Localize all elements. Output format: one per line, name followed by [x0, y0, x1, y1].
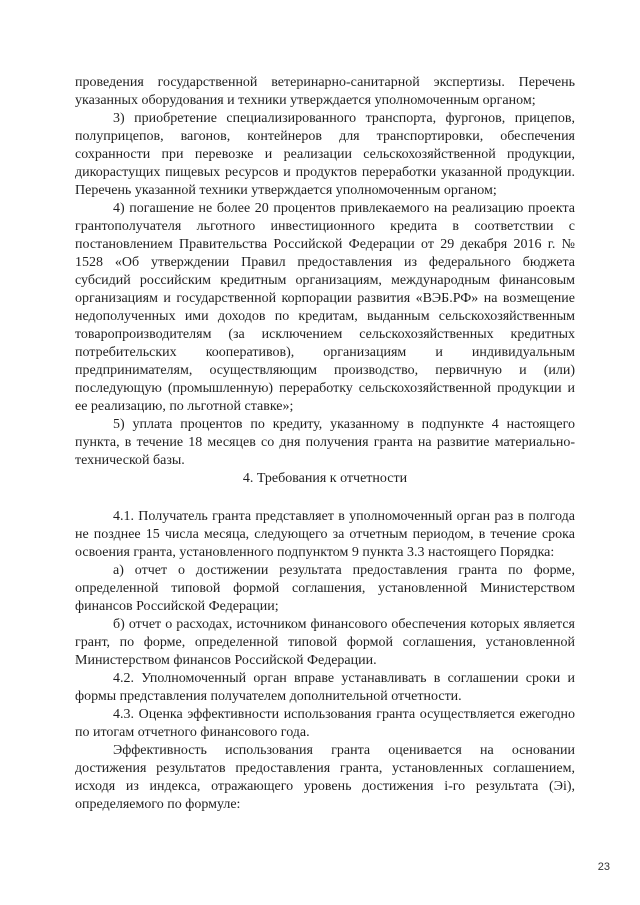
paragraph-efficiency: Эффективность использования гранта оценивается на основании достижения результатов предоставления гранта, установленных соглашением, исходя из индекса, отражающего уровень достижения i-го результата (Эi), определяемого по формуле: [75, 743, 575, 812]
paragraph-continuation: проведения государственной ветеринарно-санитарной экспертизы. Перечень указанных оборудования и техники утверждается уполномоченным органом; [75, 75, 575, 108]
paragraph-item-5: 5) уплата процентов по кредиту, указанному в подпункте 4 настоящего пункта, в течение 18 месяцев со дня получения гранта на развитие материально-технической базы. [75, 417, 575, 468]
paragraph-4-2: 4.2. Уполномоченный орган вправе устанавливать в соглашении сроки и формы представления получателем дополнительной отчетности. [75, 671, 575, 704]
paragraph-4-3: 4.3. Оценка эффективности использования гранта осуществляется ежегодно по итогам отчетного финансового года. [75, 707, 575, 740]
paragraph-4-1: 4.1. Получатель гранта представляет в уполномоченный орган раз в полгода не позднее 15 числа месяца, следующего за отчетным периодом, в течение срока освоения гранта, установленного подпунктом 9 пункта 3.3 настоящего Порядка: [75, 509, 575, 560]
paragraph-item-4: 4) погашение не более 20 процентов привлекаемого на реализацию проекта грантополучателя льготного инвестиционного кредита в соответствии с постановлением Правительства Российской Федерации от 29 декабря 2016 г. № 1528 «Об утверждении Правил предоставления из федерального бюджета субсидий российским кредитным организациям, международным финансовым организациям и государственной корпорации развития «ВЭБ.РФ» на возмещение недополученных ими доходов по кредитам, выданным сельскохозяйственным товаропроизводителям (за исключением сельскохозяйственных кредитных потребительских кооперативов), организациям и индивидуальным предпринимателям, осуществляющим производство, первичную и (или) последующую (промышленную) переработку сельскохозяйственной продукции и ее реализацию, по льготной ставке»; [75, 201, 575, 414]
paragraph-item-3: 3) приобретение специализированного транспорта, фургонов, прицепов, полуприцепов, вагонов, контейнеров для транспортировки, обеспечения сохранности при перевозке и реализации сельскохозяйственной продукции, дикорастущих пищевых ресурсов и продуктов переработки указанной продукции. Перечень указанной техники утверждается уполномоченным органом; [75, 111, 575, 198]
paragraph-4-1-a: а) отчет о достижении результата предоставления гранта по форме, определенной типовой формой соглашения, установленной Министерством финансов Российской Федерации; [75, 563, 575, 614]
page-number: 23 [597, 861, 610, 873]
upper-text-block [75, 74, 575, 470]
section-heading: 4. Требования к отчетности [242, 471, 408, 486]
paragraph-4-1-b: б) отчет о расходах, источником финансового обеспечения которых является грант, по форме, определенной типовой формой соглашения, установленной Министерством финансов Российской Федерации. [75, 617, 575, 668]
lower-text-block [75, 508, 575, 814]
